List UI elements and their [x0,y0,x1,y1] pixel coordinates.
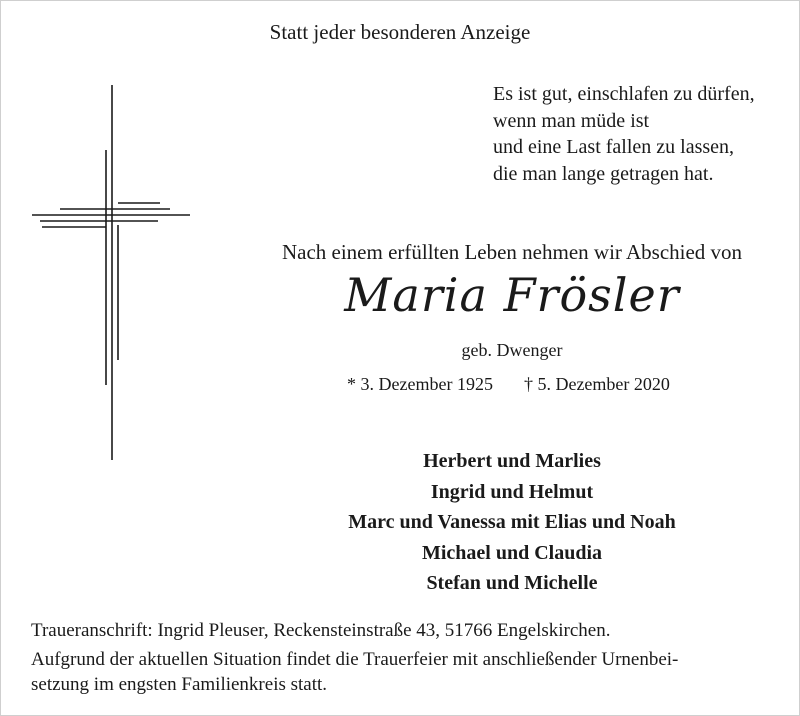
family-member: Stefan und Michelle [426,572,598,594]
death-symbol: † [523,374,533,394]
notice-line: Aufgrund der aktuellen Situation findet die Trauerfeier mit anschließender Urnenbei- [31,649,679,670]
poem-line: Es ist gut, einschlafen zu dürfen, [493,83,755,105]
maiden-name: geb. Dwenger [461,340,563,360]
mourning-address: Traueranschrift: Ingrid Pleuser, Reckensteinstraße 43, 51766 Engelskirchen. [31,620,611,641]
family-member: Michael und Claudia [421,541,603,564]
family-member: Ingrid und Helmut [430,480,594,503]
birth-date: 3. Dezember 1925 [360,374,493,394]
family-member: Marc und Vanessa mit Elias und Noah [348,511,676,533]
notice-line: setzung im engsten Familienkreis statt. [31,674,328,695]
poem-line: die man lange getragen hat. [493,162,714,185]
poem-line: wenn man müde ist [493,109,650,132]
death-date: 5. Dezember 2020 [537,374,670,394]
birth-symbol: * [347,374,356,394]
family-member: Herbert und Marlies [423,450,601,472]
ceremony-notice [31,647,771,697]
poem-line: und eine Last fallen zu lassen, [493,136,735,158]
poem [493,81,755,187]
life-dates [347,374,670,395]
cross-icon [30,85,195,465]
deceased-name: Maria Frösler [344,268,680,322]
intro-text: Nach einem erfüllten Leben nehmen wir Abschied von [281,240,743,264]
family-list [232,446,792,599]
header-text: Statt jeder besonderen Anzeige [269,20,531,44]
